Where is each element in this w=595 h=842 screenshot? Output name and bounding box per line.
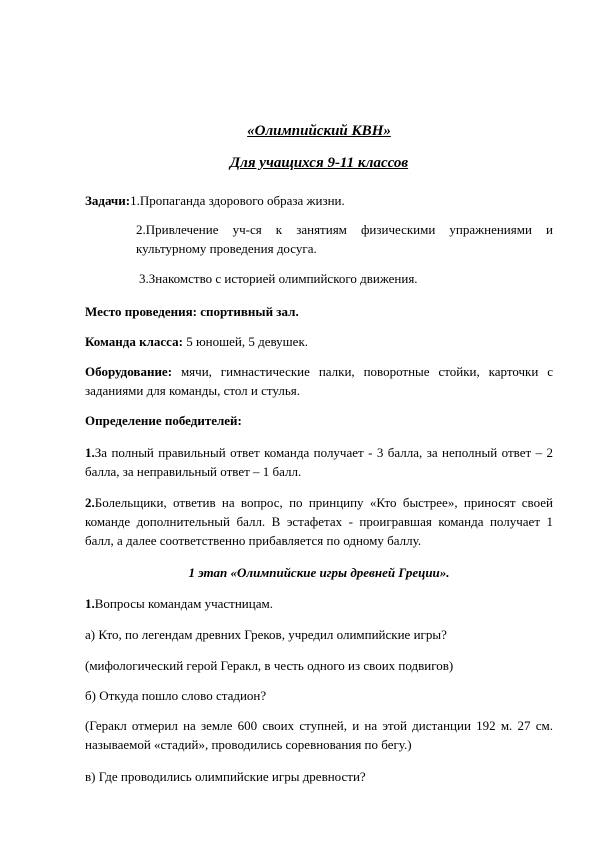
venue-line	[85, 302, 553, 321]
question-c: в) Где проводились олимпийские игры древности?	[85, 769, 366, 784]
equipment-label: Оборудование:	[85, 364, 173, 379]
questions-heading	[85, 594, 553, 613]
title-line-1: «Олимпийский КВН»	[247, 123, 391, 139]
task-item-3: 3.Знакомство с историей олимпийского движения.	[139, 271, 418, 286]
task-item-2: 2.Привлечение уч-ся к занятиям физическими упражнениями и культурному проведения досуга.	[136, 222, 553, 256]
questions-heading-text: Вопросы командам участницам.	[94, 596, 273, 611]
winners-heading-text: Определение победителей:	[85, 413, 242, 428]
answer-a: (мифологический герой Геракл, в честь одного из своих подвигов)	[85, 658, 454, 673]
questions-heading-number: 1.	[85, 596, 95, 611]
rule-1-text: За полный правильный ответ команда получает - 3 балла, за неполный ответ – 2 балла, за неправильный ответ – 1 балл.	[85, 445, 553, 479]
equipment-paragraph	[85, 362, 553, 400]
title-line-2: Для учащихся 9-11 классов	[229, 155, 409, 171]
rule-1-paragraph	[85, 443, 553, 481]
question-b: б) Откуда пошло слово стадион?	[85, 688, 267, 703]
team-line	[85, 332, 553, 351]
venue-text: Место проведения: спортивный зал.	[85, 304, 299, 319]
team-value: 5 юношей, 5 девушек.	[182, 334, 309, 349]
stage-1-heading: 1 этап «Олимпийские игры древней Греции».	[188, 565, 450, 580]
rule-1-number: 1.	[85, 445, 95, 460]
tasks-label: Задачи:	[85, 193, 131, 208]
rule-2-text: Болельщики, ответив на вопрос, по принципу «Кто быстрее», приносят своей команде дополнительный балл. В эстафетах - проигравшая команда получает 1 балл, а далее соответственно прибавляется по одному баллу.	[85, 495, 553, 548]
team-label: Команда класса:	[85, 334, 183, 349]
question-a: а) Кто, по легендам древних Греков, учредил олимпийские игры?	[85, 627, 447, 642]
winners-heading	[85, 411, 553, 430]
answer-b: (Геракл отмерил на земле 600 своих ступней, и на этой дистанции 192 м. 27 см. называемой «стадий», проводились соревнования по бегу.)	[85, 718, 553, 752]
rule-2-number: 2.	[85, 495, 95, 510]
equipment-value: мячи, гимнастические палки, поворотные стойки, карточки с заданиями для команды, стол и стулья.	[85, 364, 553, 398]
rule-2-paragraph	[85, 493, 553, 550]
task-item-1: 1.Пропаганда здорового образа жизни.	[130, 193, 345, 208]
tasks-line	[85, 191, 553, 210]
